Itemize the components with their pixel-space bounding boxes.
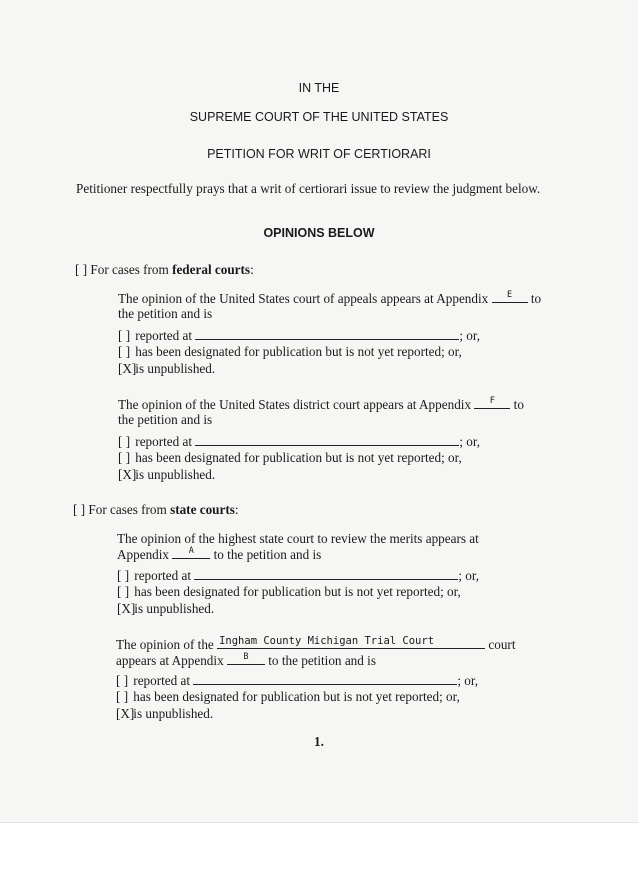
state-courts-checkbox[interactable]: [ ] (73, 502, 86, 517)
intro-paragraph: Petitioner respectfully prays that a writ of certiorari issue to review the judgment below. (76, 181, 541, 196)
other-option-reported: [ ] reported at ; or, (116, 673, 479, 688)
highest-option-reported: [ ] reported at ; or, (117, 568, 480, 583)
other-reported-checkbox[interactable]: [ ] (116, 673, 129, 688)
highest-appendix-field[interactable]: A (172, 546, 210, 559)
district-option-unpublished: [X] is unpublished. (118, 467, 216, 482)
scan-margin (0, 822, 638, 878)
appeals-reported-checkbox[interactable]: [ ] (118, 328, 131, 343)
appeals-appendix-field[interactable]: E (492, 290, 528, 303)
appeals-reported-field[interactable] (195, 327, 459, 340)
other-appendix-field[interactable]: B (227, 652, 265, 665)
highest-line-2: Appendix A to the petition and is (117, 546, 322, 562)
federal-courts-heading: [ ] For cases from federal courts: (75, 262, 254, 277)
appeals-option-designated: [ ] has been designated for publication but is not yet reported; or, (118, 344, 462, 359)
district-reported-field[interactable] (195, 433, 459, 446)
header-in-the: IN THE (298, 81, 340, 95)
federal-courts-checkbox[interactable]: [ ] (75, 262, 88, 277)
other-option-designated: [ ] has been designated for publication but is not yet reported; or, (116, 689, 460, 704)
other-unpublished-checkbox[interactable]: [X] (116, 706, 135, 721)
appeals-line-2: the petition and is (118, 306, 213, 321)
district-unpublished-checkbox[interactable]: [X] (118, 467, 137, 482)
highest-reported-field[interactable] (194, 567, 458, 580)
highest-unpublished-checkbox[interactable]: [X] (117, 601, 136, 616)
highest-designated-checkbox[interactable]: [ ] (117, 584, 130, 599)
appeals-unpublished-checkbox[interactable]: [X] (118, 361, 137, 376)
district-option-reported: [ ] reported at ; or, (118, 434, 481, 449)
other-option-unpublished: [X] is unpublished. (116, 706, 214, 721)
header-court-name: SUPREME COURT OF THE UNITED STATES (189, 110, 449, 124)
other-designated-checkbox[interactable]: [ ] (116, 689, 129, 704)
other-court-line-2: appears at Appendix B to the petition and is (116, 652, 376, 668)
highest-option-unpublished: [X] is unpublished. (117, 601, 215, 616)
highest-option-designated: [ ] has been designated for publication but is not yet reported; or, (117, 584, 461, 599)
district-appendix-field[interactable]: F (474, 396, 510, 409)
section-title: OPINIONS BELOW (263, 226, 375, 240)
district-reported-checkbox[interactable]: [ ] (118, 434, 131, 449)
district-designated-checkbox[interactable]: [ ] (118, 450, 131, 465)
appeals-line-1: The opinion of the United States court of appeals appears at Appendix E to (118, 290, 542, 306)
district-line-1: The opinion of the United States district court appears at Appendix F to (118, 396, 524, 412)
other-court-name-field[interactable]: Ingham County Michigan Trial Court (217, 636, 485, 649)
appeals-option-unpublished: [X] is unpublished. (118, 361, 216, 376)
state-courts-heading: [ ] For cases from state courts: (73, 502, 239, 517)
appeals-option-reported: [ ] reported at ; or, (118, 328, 481, 343)
other-reported-field[interactable] (193, 672, 457, 685)
page-number: 1. (314, 734, 324, 749)
other-court-line-1: The opinion of the Ingham County Michigan Trial Court court (116, 635, 516, 652)
highest-reported-checkbox[interactable]: [ ] (117, 568, 130, 583)
district-option-designated: [ ] has been designated for publication but is not yet reported; or, (118, 450, 462, 465)
highest-line-1: The opinion of the highest state court to review the merits appears at (117, 531, 479, 546)
district-line-2: the petition and is (118, 412, 213, 427)
header-petition-title: PETITION FOR WRIT OF CERTIORARI (207, 147, 431, 161)
appeals-designated-checkbox[interactable]: [ ] (118, 344, 131, 359)
